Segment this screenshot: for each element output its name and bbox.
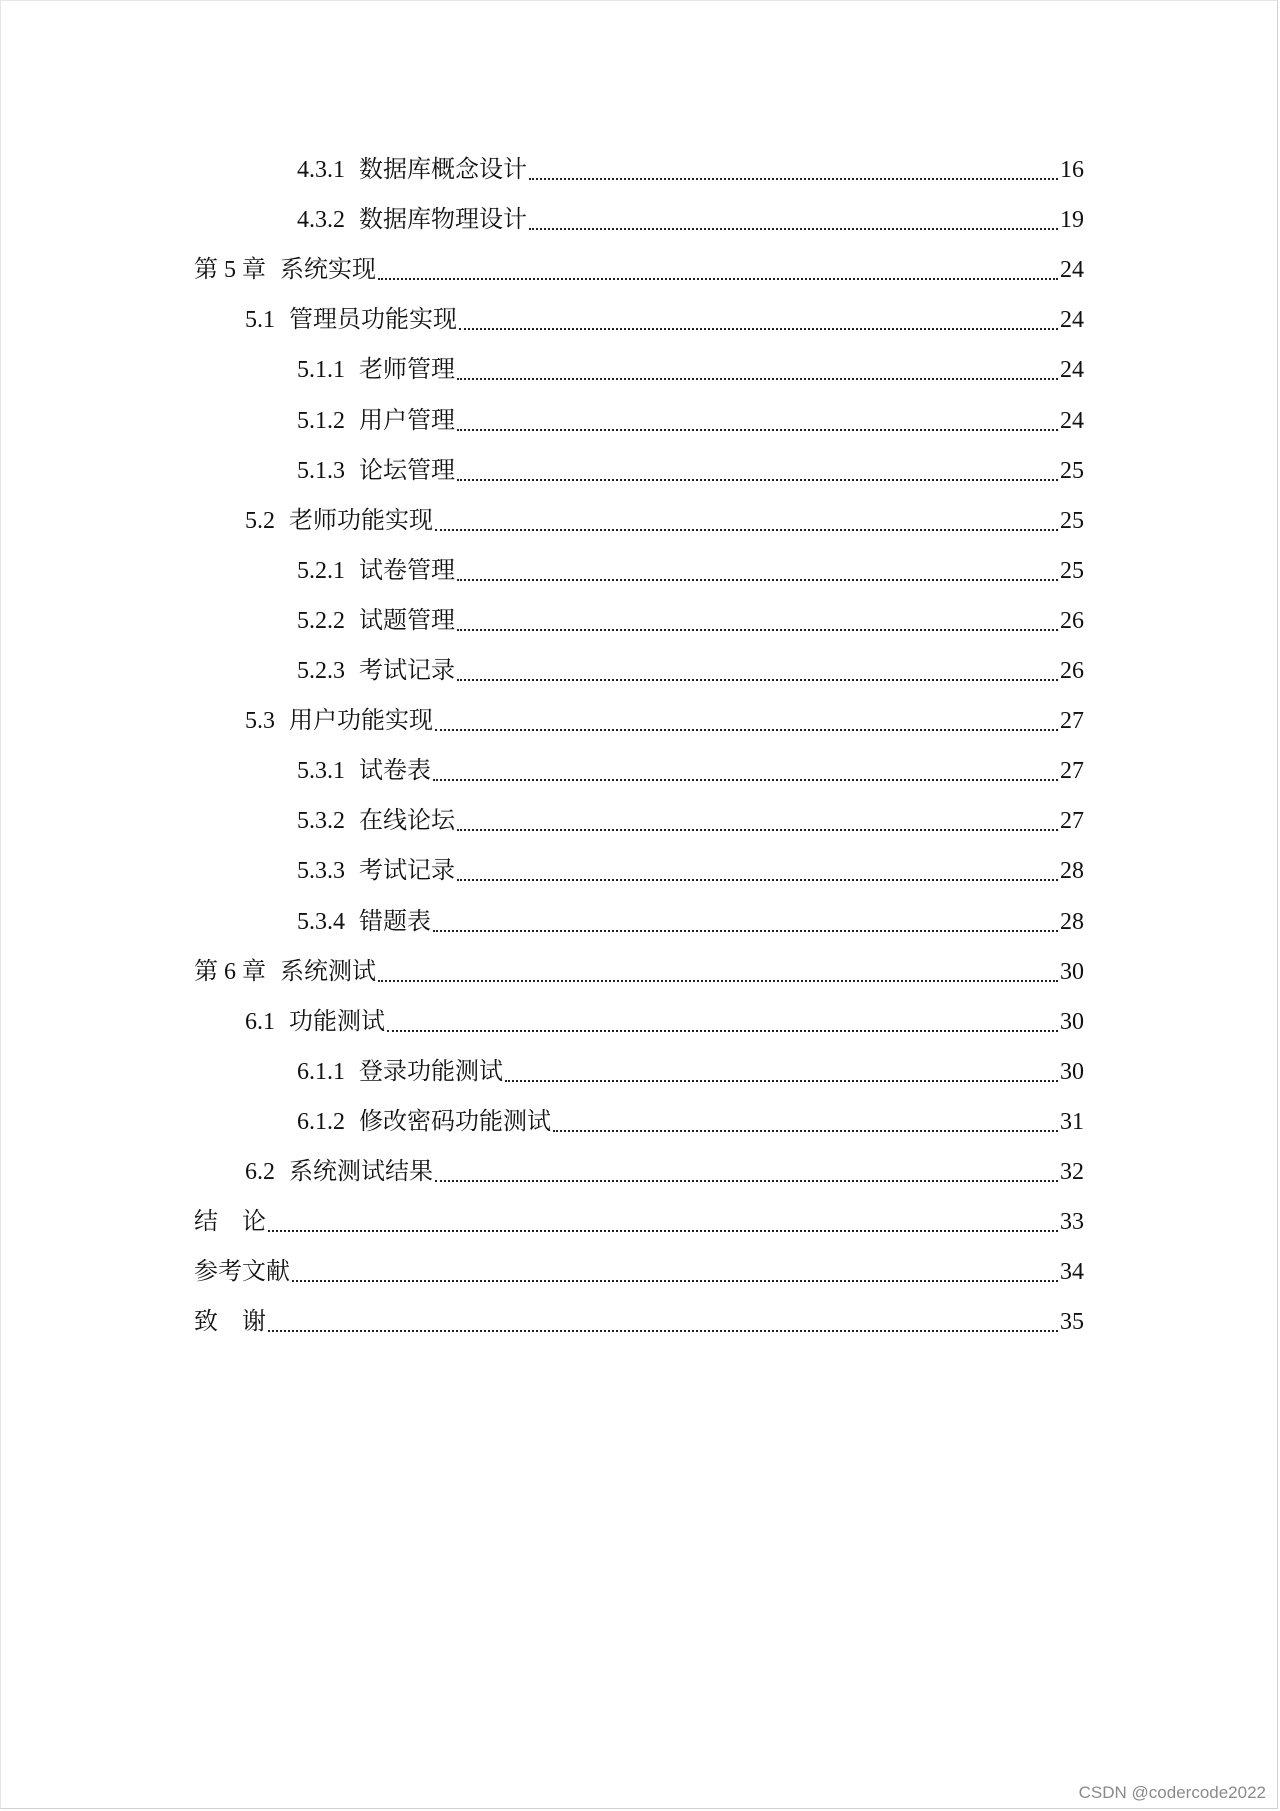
dot-leader: [378, 277, 1058, 280]
dot-leader: [457, 678, 1058, 681]
toc-entry-title: 功能测试: [289, 1008, 385, 1035]
dot-leader: [435, 728, 1058, 731]
toc-entry-page: 30: [1060, 1058, 1084, 1085]
toc-entry-page: 30: [1060, 958, 1084, 985]
toc-entry-page: 24: [1060, 257, 1084, 284]
toc-entry-page: 25: [1060, 507, 1084, 534]
toc-entry[interactable]: [194, 250, 1084, 290]
toc-entry-title: 用户管理: [359, 407, 455, 434]
toc-entry[interactable]: [297, 200, 1084, 240]
toc-entry-number: 第 6 章: [194, 958, 266, 985]
toc-entry[interactable]: [297, 651, 1084, 691]
toc-entry[interactable]: [297, 601, 1084, 641]
toc-entry-title: 致 谢: [194, 1309, 266, 1336]
toc-entry-number: 6.1.2: [297, 1108, 345, 1135]
toc-entry[interactable]: [297, 851, 1084, 891]
dot-leader: [505, 1079, 1058, 1082]
dot-leader: [292, 1279, 1058, 1282]
dot-leader: [459, 327, 1058, 330]
toc-entry-title: 老师功能实现: [289, 507, 433, 534]
dot-leader: [433, 778, 1058, 781]
dot-leader: [529, 227, 1058, 230]
toc-entry-page: 26: [1060, 658, 1084, 684]
toc-entry[interactable]: [245, 1002, 1084, 1042]
toc-entry-title: 系统测试结果: [289, 1159, 433, 1185]
toc-entry[interactable]: [297, 1102, 1084, 1142]
toc-entry[interactable]: [297, 801, 1084, 841]
toc-entry[interactable]: [297, 451, 1084, 491]
toc-entry[interactable]: [245, 701, 1084, 741]
toc-entry[interactable]: [245, 300, 1084, 340]
toc-entry-page: 24: [1060, 357, 1084, 384]
toc-entry-title: 管理员功能实现: [289, 307, 457, 334]
toc-entry-number: 5.1: [245, 307, 275, 334]
toc-entry-number: 5.2: [245, 507, 275, 534]
toc-entry-number: 5.2.2: [297, 607, 345, 634]
toc-entry-number: 5.1.2: [297, 407, 345, 434]
toc-entry-title: 数据库概念设计: [359, 157, 527, 183]
toc-entry-page: 26: [1060, 607, 1084, 634]
toc-entry-page: 35: [1060, 1309, 1084, 1336]
dot-leader: [435, 528, 1058, 531]
toc-entry-title: 数据库物理设计: [359, 207, 527, 234]
dot-leader: [457, 828, 1058, 831]
toc-entry-number: 5.2.1: [297, 557, 345, 584]
toc-entry-title: 结 论: [194, 1209, 266, 1236]
toc-entry-page: 25: [1060, 557, 1084, 584]
toc-entry-title: 系统测试: [280, 958, 376, 985]
toc-entry-number: 6.1: [245, 1008, 275, 1035]
toc-entry-page: 30: [1060, 1008, 1084, 1035]
toc-entry-page: 16: [1060, 157, 1084, 183]
dot-leader: [387, 1029, 1058, 1032]
toc-entry-title: 论坛管理: [359, 457, 455, 484]
toc-entry-page: 25: [1060, 457, 1084, 484]
toc-entry-page: 24: [1060, 307, 1084, 334]
toc-entry-page: 31: [1060, 1108, 1084, 1135]
toc-entry[interactable]: [297, 751, 1084, 791]
dot-leader: [378, 979, 1058, 982]
dot-leader: [457, 878, 1058, 881]
toc-entry-title: 考试记录: [359, 658, 455, 684]
toc-entry-page: 32: [1060, 1159, 1084, 1185]
toc-entry-number: 4.3.2: [297, 207, 345, 234]
toc-entry-page: 27: [1060, 758, 1084, 785]
toc-entry-page: 19: [1060, 207, 1084, 234]
toc-entry-title: 用户功能实现: [289, 708, 433, 735]
toc-entry[interactable]: [194, 1302, 1084, 1342]
toc-entry-number: 第 5 章: [194, 257, 266, 284]
dot-leader: [268, 1329, 1058, 1332]
toc-entry-title: 试题管理: [359, 607, 455, 634]
toc-entry-number: 5.3.2: [297, 808, 345, 835]
toc-entry-page: 27: [1060, 808, 1084, 835]
toc-entry-page: 24: [1060, 407, 1084, 434]
toc-entry-number: 5.1.3: [297, 457, 345, 484]
toc-entry-page: 33: [1060, 1209, 1084, 1236]
toc-entry-number: 5.1.1: [297, 357, 345, 384]
toc-entry-title: 考试记录: [359, 858, 455, 885]
toc-entry-title: 错题表: [359, 908, 431, 935]
toc-entry-title: 试卷表: [359, 758, 431, 785]
toc-entry-number: 6.1.1: [297, 1058, 345, 1085]
dot-leader: [457, 428, 1058, 431]
watermark: CSDN @codercode2022: [1078, 1783, 1266, 1802]
toc-entry-page: 28: [1060, 908, 1084, 935]
toc-entry-page: 34: [1060, 1259, 1084, 1286]
toc-entry-title: 老师管理: [359, 357, 455, 384]
dot-leader: [457, 478, 1058, 481]
dot-leader: [457, 578, 1058, 581]
toc-entry-title: 参考文献: [194, 1259, 290, 1286]
toc-entry[interactable]: [297, 1052, 1084, 1092]
toc-entry[interactable]: [194, 952, 1084, 992]
toc-entry-page: 28: [1060, 858, 1084, 885]
toc-entry-title: 在线论坛: [359, 808, 455, 835]
toc-entry[interactable]: [297, 401, 1084, 441]
toc-entry[interactable]: [297, 150, 1084, 190]
toc-entry[interactable]: [194, 1202, 1084, 1242]
dot-leader: [268, 1229, 1058, 1232]
toc-entry[interactable]: [297, 902, 1084, 942]
dot-leader: [553, 1129, 1058, 1132]
toc-entry[interactable]: [245, 1152, 1084, 1192]
dot-leader: [457, 377, 1058, 380]
toc-entry-number: 5.3.4: [297, 908, 345, 935]
toc-entry-number: 5.3.1: [297, 758, 345, 785]
dot-leader: [457, 628, 1058, 631]
dot-leader: [529, 177, 1058, 180]
dot-leader: [433, 929, 1058, 932]
toc-entry-number: 4.3.1: [297, 157, 345, 183]
toc-entry-page: 27: [1060, 708, 1084, 735]
toc-entry[interactable]: [297, 350, 1084, 390]
toc-entry[interactable]: [245, 501, 1084, 541]
dot-leader: [435, 1179, 1058, 1182]
toc-entry-title: 试卷管理: [359, 557, 455, 584]
toc-entry-title: 系统实现: [280, 257, 376, 284]
toc-entry-title: 修改密码功能测试: [359, 1108, 551, 1135]
toc-entry-title: 登录功能测试: [359, 1058, 503, 1085]
toc-entry-number: 5.3: [245, 708, 275, 735]
toc-entry-number: 6.2: [245, 1159, 275, 1185]
toc-entry-number: 5.2.3: [297, 658, 345, 684]
toc-entry-number: 5.3.3: [297, 858, 345, 885]
toc-entry[interactable]: [297, 551, 1084, 591]
toc-entry[interactable]: [194, 1252, 1084, 1292]
